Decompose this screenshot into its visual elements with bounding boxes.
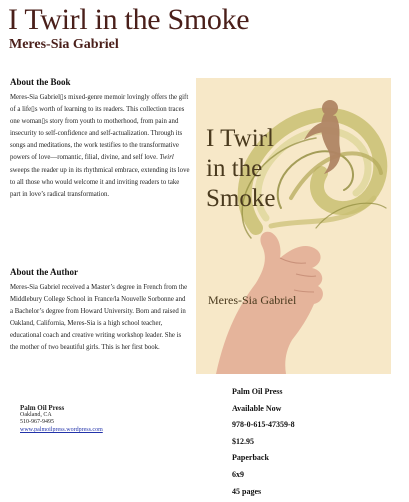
publisher-name: Palm Oil Press [20,404,65,412]
details-pages: 45 pages [232,486,262,496]
about-book-text: Meres-Sia Gabriel▯s mixed-genre memoir lovingly offers the gift of a life▯s worth of learning to its readers. This collection traces one woman▯s story from youth to motherhood, from pain and insecurity to self-confidence and self-actualization. Through its songs and meditations, the work testifies to the transformative powers of love—romantic, filial, divine, and self love. Twirl sweeps the reader up in its rhythmical embrace, extending its love to all those who would welcome it and inviting readers to take part in love’s radical transformation. [10,94,190,198]
cover-art [196,78,391,374]
cover-title: I Twirl in the Smoke [206,125,276,212]
publisher-contact [20,404,170,434]
about-book-section [10,77,190,201]
publisher-city: Oakland, CA [20,412,52,418]
cover-author: Meres-Sia Gabriel [208,293,297,307]
details-publisher: Palm Oil Press [232,387,283,396]
page-title: I Twirl in the Smoke [8,3,250,36]
title-italic: Twirl [159,154,174,162]
details-availability: Available Now [232,403,282,413]
about-author-text: Meres-Sia Gabriel received a Master’s degree in French from the Middlebury College School in France/la Nouvelle Sorbonne and a Bachelor’s degree from Howard University. Born and raised in Oakland, California, Meres-Sia is a high school teacher, educational coach and creative writing workshop leader. She is the mother of two beautiful girls. This is her first book. [10,284,188,352]
book-details [232,386,402,502]
details-isbn: 978-0-615-47359-8 [232,420,295,430]
author-name: Meres-Sia Gabriel [9,37,119,52]
publisher-phone: 510-967-9495 [20,419,54,426]
about-book-heading: About the Book [10,77,71,87]
book-cover [196,78,391,374]
publisher-website-link[interactable]: www.palmoilpress.wordpress.com [20,426,103,433]
details-price: $12.95 [232,436,254,446]
details-format: Paperback [232,453,269,463]
about-author-section [10,267,190,355]
about-author-heading: About the Author [10,267,79,277]
details-size: 6x9 [232,469,244,479]
